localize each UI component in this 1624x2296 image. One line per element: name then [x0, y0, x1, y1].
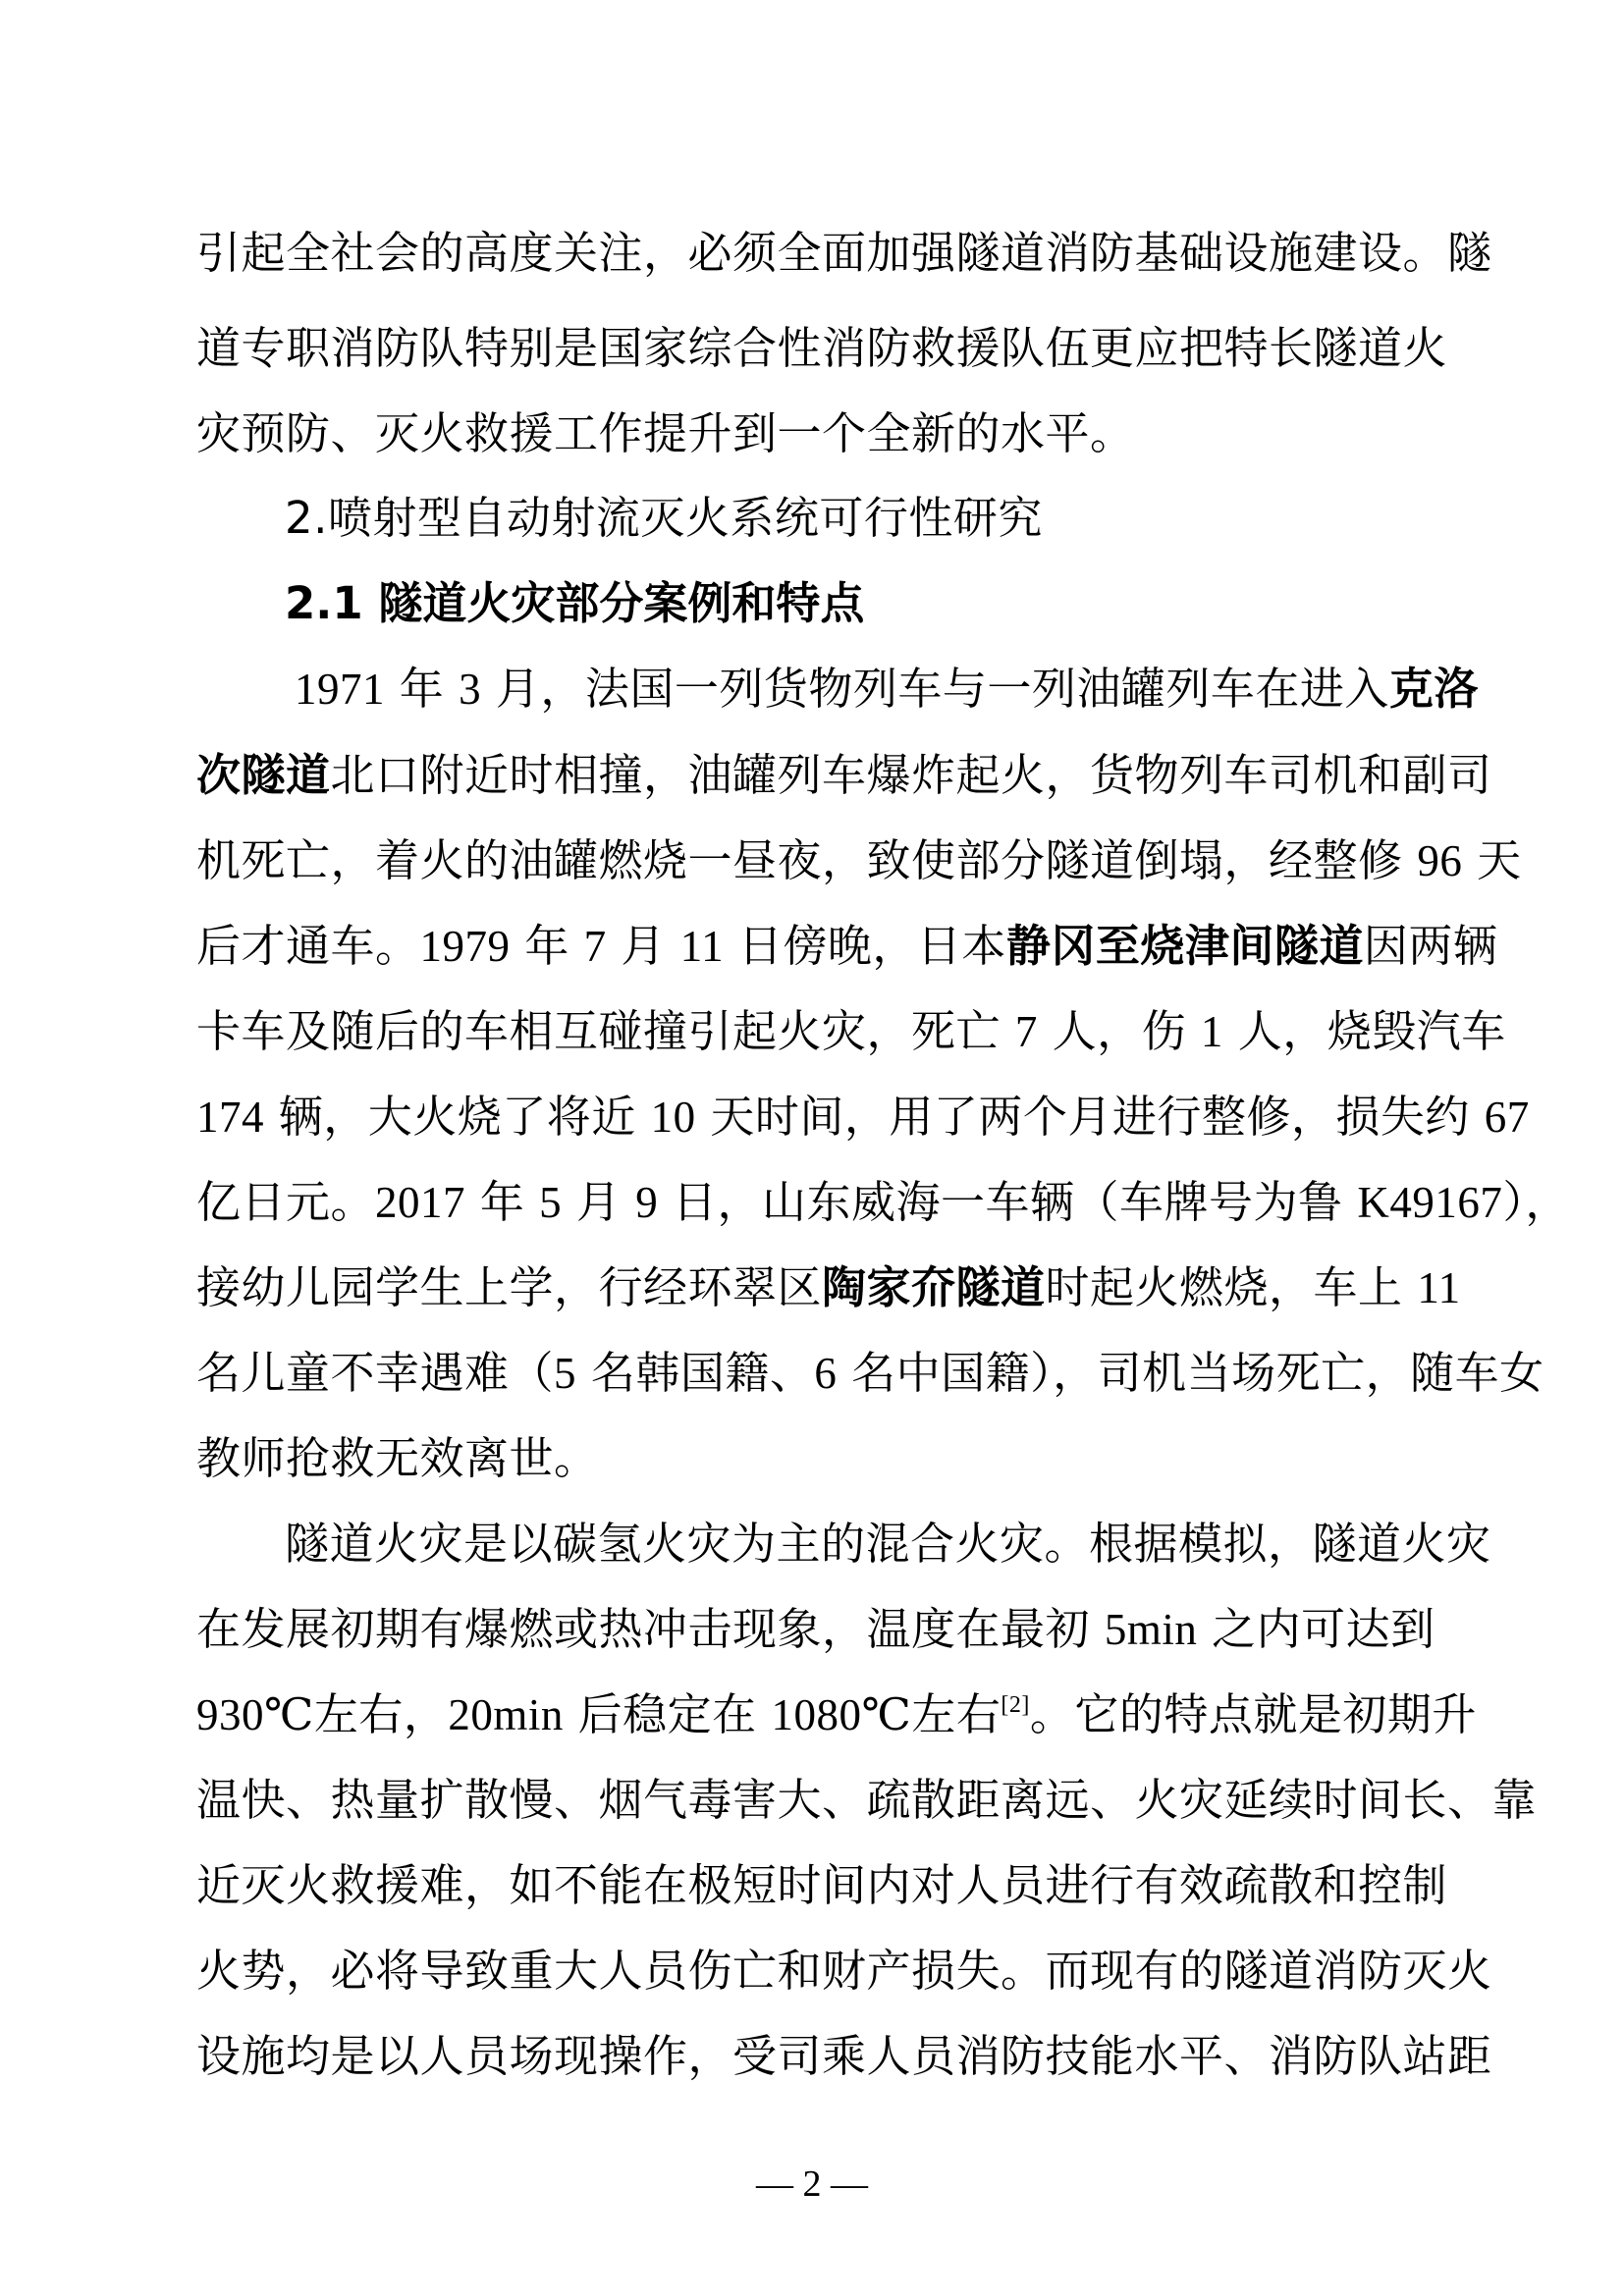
page-number: — 2 —	[756, 2163, 868, 2205]
paragraph-line: 设施均是以人员场现操作，受司乘人员消防技能水平、消防队站距	[196, 2030, 1492, 2082]
paragraph-line	[196, 746, 1492, 805]
paragraph-line: 灾预防、灭火救援工作提升到一个全新的水平。	[196, 407, 1135, 459]
text-run: 因两辆	[1363, 920, 1498, 972]
text-run: 月	[606, 920, 680, 972]
text-run: 日，山东威海一车辆（车牌号为鲁	[658, 1176, 1358, 1228]
text-run: 名韩国籍、	[576, 1347, 815, 1399]
paragraph-line	[196, 1344, 1544, 1403]
text-run: 左右	[911, 1688, 1001, 1740]
text-run: 。它的特点就是初期升	[1029, 1688, 1477, 1740]
text-run: K49167	[1357, 1178, 1503, 1227]
text-run: 年	[465, 1176, 540, 1228]
paragraph-line: 教师抢救无效离世。	[196, 1432, 599, 1484]
paragraph-line: 道专职消防队特别是国家综合性消防救援队伍更应把特长隧道火	[196, 322, 1448, 374]
paragraph-line: 近灭火救援难，如不能在极短时间内对人员进行有效疏散和控制	[196, 1859, 1448, 1911]
text-run: 时起火燃烧，车上	[1045, 1261, 1418, 1313]
text-run: 1971	[295, 665, 385, 714]
subsection-heading: 2.1 隧道火灾部分案例和特点	[285, 577, 865, 629]
text-run: 日傍晚，日本	[724, 920, 1006, 972]
text-run: 1979	[419, 922, 511, 971]
text-run: 名中国籍），司机当场死亡，随车女	[837, 1347, 1544, 1399]
text-run: 北口附近时相撞，油罐列车爆炸起火，货物列车司机和副司	[330, 749, 1492, 801]
bold-text-run: 陶家夼隧道	[822, 1261, 1046, 1313]
text-run: 5	[539, 1178, 563, 1227]
text-run: 亿日元。	[196, 1176, 376, 1228]
text-run: 9	[635, 1178, 659, 1227]
section-heading: 2.喷射型自动射流灭火系统可行性研究	[285, 492, 1043, 544]
text-run: 天时间，用了两个月进行整修，损失约	[695, 1091, 1485, 1143]
text-run: 11	[1417, 1263, 1461, 1312]
paragraph-line: 温快、热量扩散慢、烟气毒害大、疏散距离远、火灾延续时间长、靠	[196, 1774, 1538, 1826]
text-run: 20min	[448, 1690, 564, 1739]
text-run: 930℃	[196, 1690, 314, 1739]
text-run: 月	[562, 1176, 636, 1228]
citation-reference: [2]	[1001, 1692, 1030, 1718]
text-run: 5	[554, 1349, 577, 1398]
bold-text-run: 静冈至烧津间隧道	[1005, 920, 1364, 972]
paragraph-line	[196, 917, 1497, 976]
paragraph-line	[196, 1173, 1570, 1232]
paragraph-line	[196, 831, 1522, 890]
text-run: 7	[583, 922, 607, 971]
text-run: 卡车及随后的车相互碰撞引起火灾，死亡	[196, 1005, 1015, 1057]
text-run: 5min	[1104, 1605, 1198, 1654]
text-run: 3	[459, 665, 482, 714]
text-run: 左右，	[313, 1688, 449, 1740]
text-run: 10	[650, 1093, 696, 1142]
text-run: 6	[814, 1349, 838, 1398]
paragraph-line	[196, 1002, 1506, 1061]
text-run: 辆，大火烧了将近	[264, 1091, 651, 1143]
paragraph-line	[196, 1258, 1461, 1317]
text-run: 接幼儿园学生上学，行经环翠区	[196, 1261, 823, 1313]
text-run: 2017	[375, 1178, 466, 1227]
text-run: 7	[1014, 1007, 1038, 1056]
text-run: 机死亡，着火的油罐燃烧一昼夜，致使部分隧道倒塌，经整修	[196, 834, 1418, 886]
text-run: 11	[679, 922, 725, 971]
text-run: 名儿童不幸遇难（	[196, 1347, 555, 1399]
text-run: 年	[510, 920, 584, 972]
bold-text-run: 克洛	[1388, 663, 1479, 715]
text-run: 人，伤	[1037, 1005, 1201, 1057]
paragraph-line	[295, 660, 1479, 719]
bold-text-run: 次隧道	[196, 749, 331, 801]
text-run: 67	[1484, 1093, 1530, 1142]
text-run: 月，法国一列货物列车与一列油罐列车在进入	[481, 663, 1389, 715]
paragraph-line: 隧道火灾是以碳氢火灾为主的混合火灾。根据模拟，隧道火灾	[285, 1518, 1491, 1570]
paragraph-line: 火势，必将导致重大人员伤亡和财产损失。而现有的隧道消防灭火	[196, 1945, 1492, 1997]
paragraph-line	[196, 1685, 1477, 1744]
text-run: 人，烧毁汽车	[1222, 1005, 1506, 1057]
text-run: 1080℃	[771, 1690, 912, 1739]
paragraph-line: 引起全社会的高度关注，必须全面加强隧道消防基础设施建设。隧	[196, 227, 1492, 279]
text-run: ），	[1502, 1176, 1570, 1228]
paragraph-line	[196, 1600, 1435, 1659]
text-run: 96	[1417, 836, 1463, 885]
text-run: 后才通车。	[196, 920, 420, 972]
text-run: 1	[1200, 1007, 1223, 1056]
text-run: 后稳定在	[563, 1688, 772, 1740]
paragraph-line	[196, 1088, 1530, 1147]
text-run: 年	[385, 663, 460, 715]
text-run: 天	[1462, 834, 1522, 886]
text-run: 在发展初期有爆燃或热冲击现象，温度在最初	[196, 1603, 1105, 1655]
text-run: 之内可达到	[1197, 1603, 1435, 1655]
text-run: 174	[196, 1093, 264, 1142]
